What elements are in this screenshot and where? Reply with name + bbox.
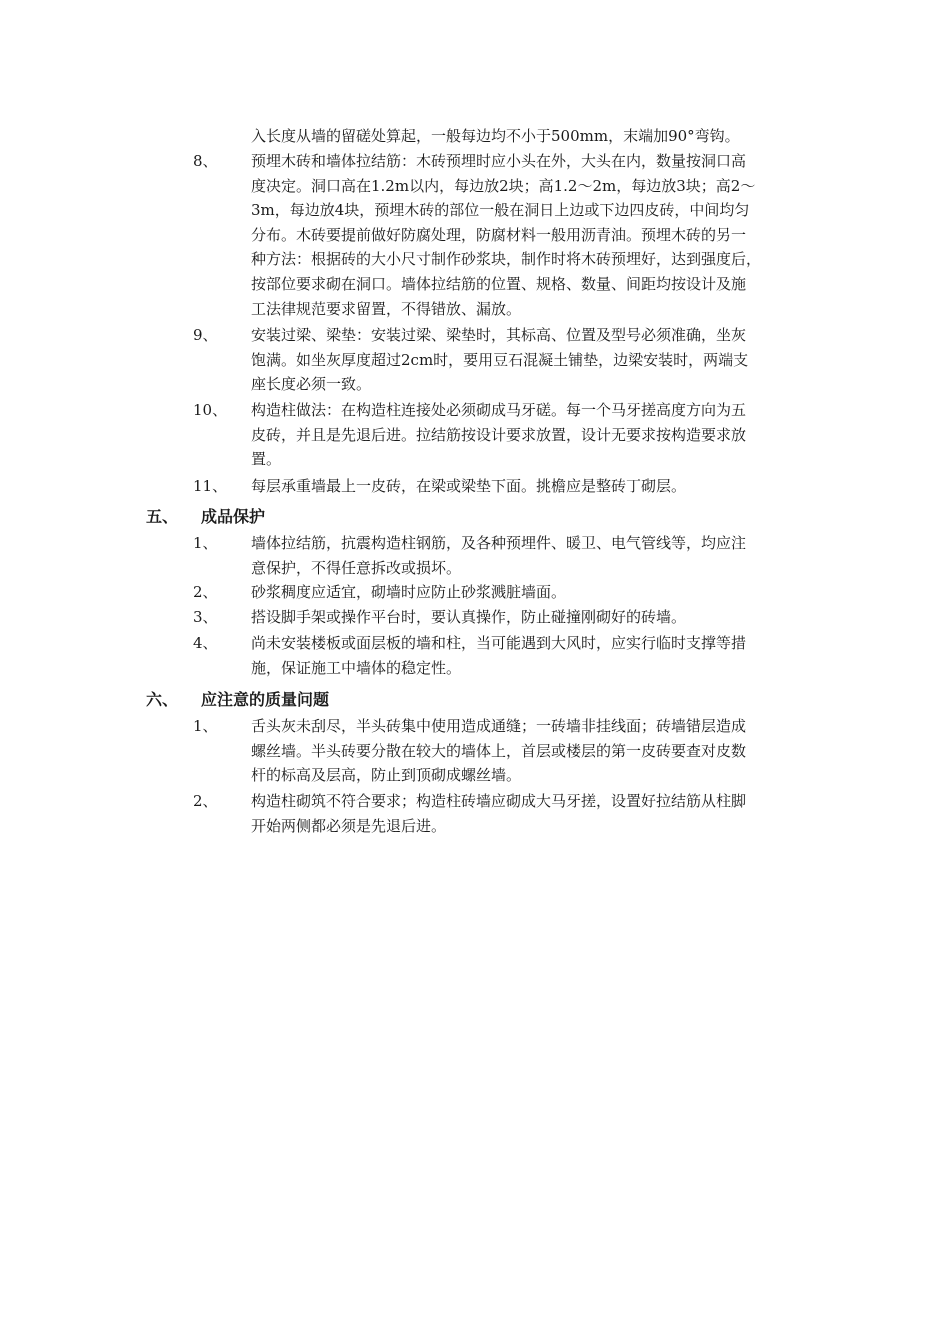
section-title: 应注意的质量问题 <box>201 690 330 709</box>
item-text: 每层承重墙最上一皮砖，在梁或梁垫下面。挑檐应是整砖丁砌层。 <box>251 477 687 495</box>
item-number: 1、 <box>193 534 218 552</box>
item-number: 2、 <box>193 583 218 601</box>
item-text: 尚未安装楼板或面层板的墙和柱，当可能遇到大风时，应实行临时支撑等措 施，保证施工中墙体的稳定性。 <box>251 634 747 677</box>
item-text: 构造柱做法：在构造柱连接处必须砌成马牙磋。每一个马牙搓高度方向为五 皮砖，并且是先退后进。拉结筋按设计要求放置，设计无要求按构造要求放 置。 <box>251 401 747 469</box>
section-number: 六、 <box>146 690 179 709</box>
item-number: 2、 <box>193 792 218 810</box>
item-number: 10、 <box>193 401 228 419</box>
section-title: 成品保护 <box>201 507 266 526</box>
item-text: 舌头灰未刮尽，半头砖集中使用造成通缝；一砖墙非挂线面；砖墙错层造成 螺丝墙。半头砖要分散在较大的墙体上，首层或楼层的第一皮砖要查对皮数 杆的标高及层高，防止到顶砌成螺丝墙。 <box>251 717 747 785</box>
item-text: 墙体拉结筋，抗震构造柱钢筋，及各种预埋件、暖卫、电气管线等，均应注 意保护，不得任意拆改或损坏。 <box>251 534 747 577</box>
item-text: 搭设脚手架或操作平台时，要认真操作，防止碰撞刚砌好的砖墙。 <box>251 608 687 626</box>
item-number: 8、 <box>193 152 218 170</box>
item-text: 构造柱砌筑不符合要求；构造柱砖墙应砌成大马牙搓，设置好拉结筋从柱脚 开始两侧都必须是先退后进。 <box>251 792 747 835</box>
item-number: 4、 <box>193 634 218 652</box>
section-number: 五、 <box>146 507 179 526</box>
item-number: 1、 <box>193 717 218 735</box>
item-text: 砂浆稠度应适宜，砌墙时应防止砂浆溅脏墙面。 <box>251 583 567 601</box>
item-number: 9、 <box>193 326 218 344</box>
item-number: 11、 <box>193 477 228 495</box>
item-number: 3、 <box>193 608 218 626</box>
continuation-text: 入长度从墙的留磋处算起，一般每边均不小于500mm，末端加90°弯钩。 <box>251 127 740 145</box>
item-text: 安装过梁、梁垫：安装过梁、梁垫时，其标高、位置及型号必须准确，坐灰 饱满。如坐灰厚度超过2cm时，要用豆石混凝土铺垫，边梁安装时，两端支 座长度必须一致。 <box>251 326 749 394</box>
item-text: 预埋木砖和墙体拉结筋：木砖预埋时应小头在外，大头在内，数量按洞口高 度决定。洞口高在1.2m以内，每边放2块；高1.2～2m，每边放3块；高2～ 3m，每边放4块，预埋木砖的部位一般在洞日上边或下边四皮砖，中间均匀 分布。木砖要提前做好防腐处理，防腐材料一般用沥青油。预埋木砖的另一 种方法：根据砖的大小尺寸制作砂浆块，制作时将木砖预埋好，达到强度后， 按部位要求砌在洞口。墙体拉结筋的位置、规格、数量、间距均按设计及施 工法律规范要求留置，不得错放、漏放。 <box>251 152 762 318</box>
